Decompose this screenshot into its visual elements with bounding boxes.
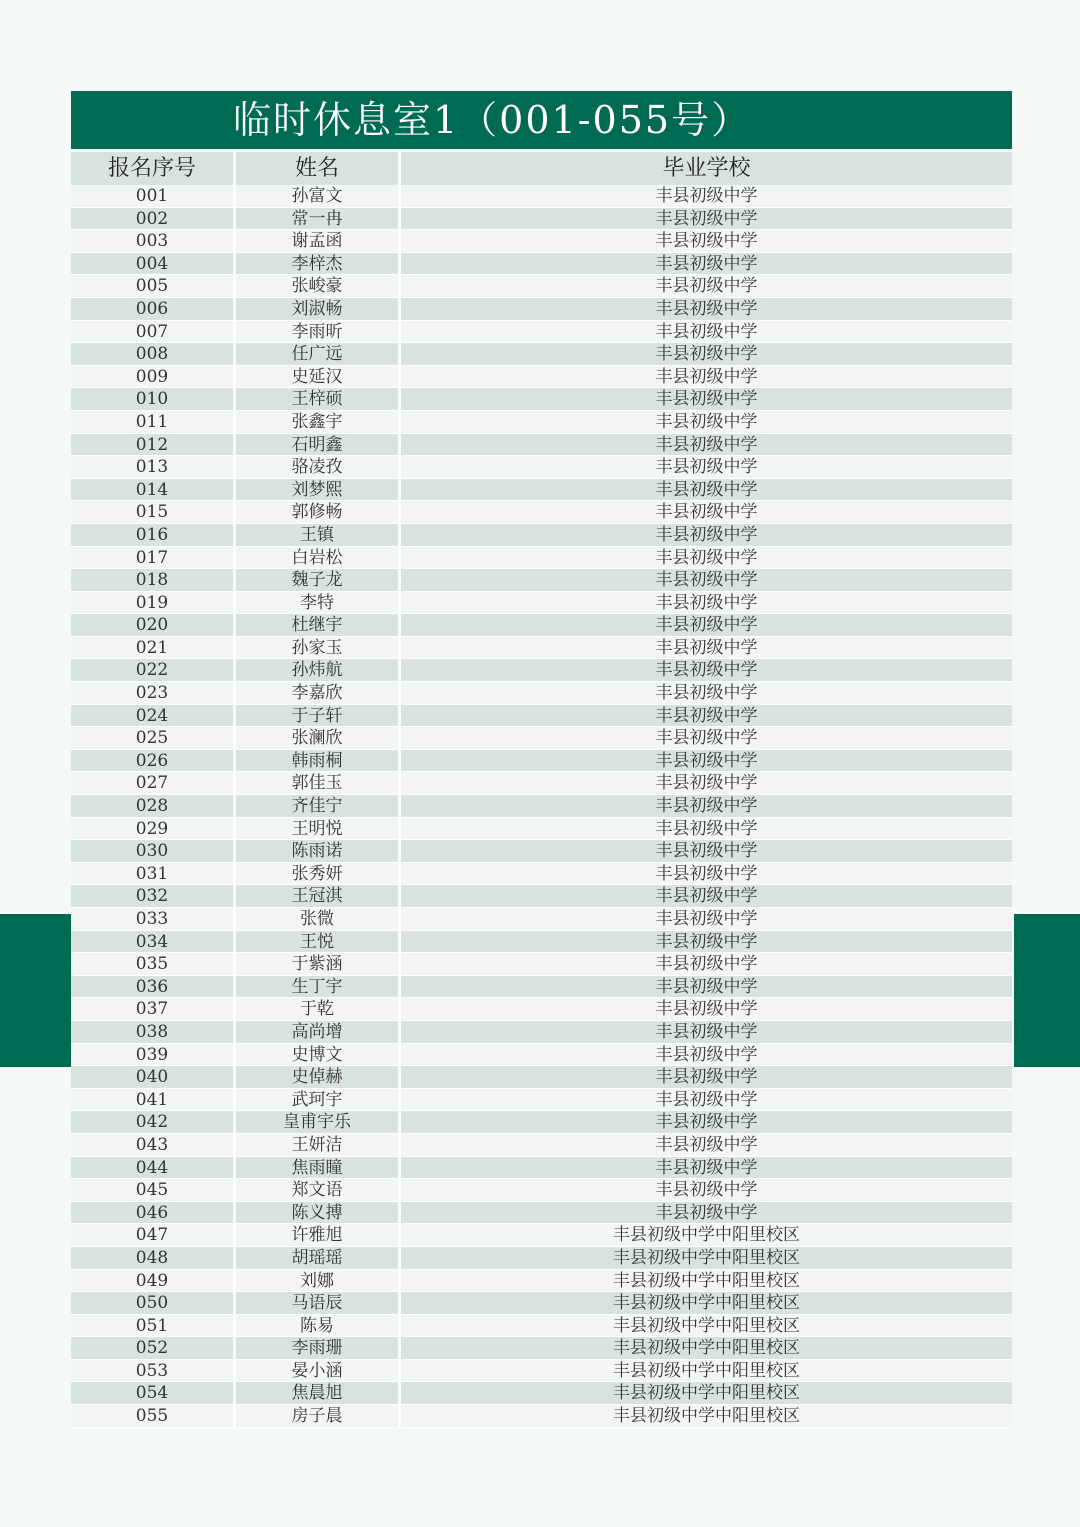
cell-name: 于子轩 xyxy=(236,705,401,727)
cell-name: 史博文 xyxy=(236,1044,401,1066)
table-row xyxy=(71,298,1012,321)
cell-name: 孙炜航 xyxy=(236,659,401,681)
cell-registration-number: 002 xyxy=(71,208,236,230)
table-row xyxy=(71,1044,1012,1067)
table-row xyxy=(71,1360,1012,1383)
cell-name: 王妍洁 xyxy=(236,1134,401,1156)
cell-name: 陈易 xyxy=(236,1315,401,1337)
cell-name: 刘娜 xyxy=(236,1270,401,1292)
cell-name: 李嘉欣 xyxy=(236,682,401,704)
cell-name: 孙富文 xyxy=(236,185,401,207)
table-row xyxy=(71,614,1012,637)
cell-registration-number: 044 xyxy=(71,1157,236,1179)
cell-school: 丰县初级中学 xyxy=(655,999,758,1020)
cell-school: 丰县初级中学 xyxy=(655,683,758,704)
cell-school: 丰县初级中学 xyxy=(655,818,758,839)
table-row xyxy=(71,1292,1012,1315)
cell-name: 郭佳玉 xyxy=(236,772,401,794)
cell-name: 于乾 xyxy=(236,998,401,1020)
cell-registration-number: 009 xyxy=(71,366,236,388)
cell-school: 丰县初级中学 xyxy=(655,1021,758,1042)
cell-registration-number: 025 xyxy=(71,727,236,749)
cell-school: 丰县初级中学 xyxy=(655,615,758,636)
cell-name: 白岩松 xyxy=(236,547,401,569)
cell-school: 丰县初级中学中阳里校区 xyxy=(613,1383,800,1404)
cell-registration-number: 028 xyxy=(71,795,236,817)
cell-school: 丰县初级中学中阳里校区 xyxy=(613,1247,800,1268)
cell-name: 张峻豪 xyxy=(236,275,401,297)
table-row xyxy=(71,908,1012,931)
cell-name: 王冠淇 xyxy=(236,885,401,907)
table-row xyxy=(71,1202,1012,1225)
table-row xyxy=(71,275,1012,298)
cell-name: 齐佳宁 xyxy=(236,795,401,817)
cell-school: 丰县初级中学 xyxy=(655,366,758,387)
cell-registration-number: 038 xyxy=(71,1021,236,1043)
cell-school: 丰县初级中学 xyxy=(655,1202,758,1223)
title-bar xyxy=(71,91,1012,149)
cell-school: 丰县初级中学中阳里校区 xyxy=(613,1360,800,1381)
cell-registration-number: 042 xyxy=(71,1111,236,1133)
table-row xyxy=(71,637,1012,660)
cell-registration-number: 048 xyxy=(71,1247,236,1269)
cell-registration-number: 010 xyxy=(71,388,236,410)
cell-name: 李梓杰 xyxy=(236,253,401,275)
cell-school: 丰县初级中学 xyxy=(655,1089,758,1110)
cell-name: 于紫涵 xyxy=(236,953,401,975)
cell-registration-number: 027 xyxy=(71,772,236,794)
cell-name: 郑文语 xyxy=(236,1179,401,1201)
table-row xyxy=(71,569,1012,592)
cell-registration-number: 029 xyxy=(71,818,236,840)
cell-school: 丰县初级中学 xyxy=(655,728,758,749)
cell-registration-number: 020 xyxy=(71,614,236,636)
header-name: 姓名 xyxy=(236,152,401,185)
cell-registration-number: 018 xyxy=(71,569,236,591)
cell-registration-number: 001 xyxy=(71,185,236,207)
cell-registration-number: 039 xyxy=(71,1044,236,1066)
cell-registration-number: 031 xyxy=(71,863,236,885)
cell-registration-number: 003 xyxy=(71,230,236,252)
table-row xyxy=(71,524,1012,547)
table-row xyxy=(71,1382,1012,1405)
table-row xyxy=(71,1270,1012,1293)
cell-registration-number: 053 xyxy=(71,1360,236,1382)
cell-registration-number: 015 xyxy=(71,501,236,523)
table-row xyxy=(71,931,1012,954)
cell-school: 丰县初级中学 xyxy=(655,321,758,342)
cell-school: 丰县初级中学 xyxy=(655,1112,758,1133)
cell-name: 刘梦熙 xyxy=(236,479,401,501)
table-row xyxy=(71,998,1012,1021)
cell-school: 丰县初级中学 xyxy=(655,909,758,929)
table-row xyxy=(71,366,1012,389)
table-row xyxy=(71,1315,1012,1338)
cell-name: 焦晨旭 xyxy=(236,1382,401,1404)
cell-name: 焦雨瞳 xyxy=(236,1157,401,1179)
cell-registration-number: 055 xyxy=(71,1405,236,1427)
cell-school: 丰县初级中学 xyxy=(655,841,758,862)
cell-name: 许雅旭 xyxy=(236,1224,401,1246)
table-row xyxy=(71,1337,1012,1360)
table-row xyxy=(71,1179,1012,1202)
table-row xyxy=(71,208,1012,231)
table-row xyxy=(71,501,1012,524)
cell-school: 丰县初级中学中阳里校区 xyxy=(613,1406,800,1427)
cell-registration-number: 037 xyxy=(71,998,236,1020)
table-header xyxy=(71,152,1012,185)
cell-school: 丰县初级中学 xyxy=(655,660,758,681)
table-row xyxy=(71,434,1012,457)
table-row xyxy=(71,479,1012,502)
table-row xyxy=(71,1224,1012,1247)
cell-name: 皇甫宇乐 xyxy=(236,1111,401,1133)
cell-school: 丰县初级中学 xyxy=(655,1180,758,1201)
table-row xyxy=(71,253,1012,276)
cell-registration-number: 052 xyxy=(71,1337,236,1359)
cell-name: 李雨珊 xyxy=(236,1337,401,1359)
table-row xyxy=(71,863,1012,886)
cell-registration-number: 043 xyxy=(71,1134,236,1156)
cell-name: 孙家玉 xyxy=(236,637,401,659)
cell-registration-number: 046 xyxy=(71,1202,236,1224)
cell-school: 丰县初级中学 xyxy=(655,344,758,365)
header-registration-number: 报名序号 xyxy=(71,152,236,185)
table-row xyxy=(71,1111,1012,1134)
cell-name: 陈义搏 xyxy=(236,1202,401,1224)
table-row xyxy=(71,840,1012,863)
cell-school: 丰县初级中学 xyxy=(655,479,758,500)
cell-school: 丰县初级中学中阳里校区 xyxy=(613,1225,800,1246)
cell-name: 张秀妍 xyxy=(236,863,401,885)
cell-registration-number: 050 xyxy=(71,1292,236,1314)
table-row xyxy=(71,795,1012,818)
cell-school: 丰县初级中学 xyxy=(655,954,758,975)
cell-school: 丰县初级中学中阳里校区 xyxy=(613,1293,800,1314)
cell-school: 丰县初级中学 xyxy=(655,231,758,252)
cell-registration-number: 036 xyxy=(71,976,236,998)
cell-name: 胡瑶瑶 xyxy=(236,1247,401,1269)
cell-registration-number: 022 xyxy=(71,659,236,681)
table-row xyxy=(71,230,1012,253)
cell-registration-number: 019 xyxy=(71,592,236,614)
cell-registration-number: 011 xyxy=(71,411,236,433)
cell-school: 丰县初级中学 xyxy=(655,773,758,794)
cell-school: 丰县初级中学 xyxy=(655,931,758,952)
table-body xyxy=(71,185,1012,1428)
cell-registration-number: 023 xyxy=(71,682,236,704)
cell-name: 陈雨诺 xyxy=(236,840,401,862)
table-row xyxy=(71,388,1012,411)
cell-name: 王悦 xyxy=(236,931,401,953)
cell-school: 丰县初级中学 xyxy=(655,457,758,478)
cell-name: 石明鑫 xyxy=(236,434,401,456)
table-row xyxy=(71,547,1012,570)
cell-name: 张鑫宇 xyxy=(236,411,401,433)
cell-name: 马语辰 xyxy=(236,1292,401,1314)
cell-registration-number: 005 xyxy=(71,275,236,297)
cell-school: 丰县初级中学 xyxy=(655,637,758,658)
cell-registration-number: 051 xyxy=(71,1315,236,1337)
cell-school: 丰县初级中学 xyxy=(655,208,758,229)
cell-school: 丰县初级中学 xyxy=(655,863,758,884)
cell-name: 李雨昕 xyxy=(236,321,401,343)
cell-registration-number: 040 xyxy=(71,1066,236,1088)
cell-school: 丰县初级中学 xyxy=(655,434,758,455)
cell-registration-number: 008 xyxy=(71,343,236,365)
cell-name: 韩雨桐 xyxy=(236,750,401,772)
cell-school: 丰县初级中学 xyxy=(655,592,758,613)
table-row xyxy=(71,1021,1012,1044)
cell-registration-number: 004 xyxy=(71,253,236,275)
header-school: 毕业学校 xyxy=(662,156,751,181)
table-row xyxy=(71,592,1012,615)
cell-school: 丰县初级中学 xyxy=(655,976,758,997)
table-row xyxy=(71,1405,1012,1428)
table-row xyxy=(71,727,1012,750)
cell-registration-number: 041 xyxy=(71,1089,236,1111)
table-row xyxy=(71,976,1012,999)
table-row xyxy=(71,682,1012,705)
cell-name: 张微 xyxy=(236,908,401,930)
cell-school: 丰县初级中学 xyxy=(655,1044,758,1065)
cell-registration-number: 024 xyxy=(71,705,236,727)
cell-registration-number: 049 xyxy=(71,1270,236,1292)
cell-school: 丰县初级中学 xyxy=(655,705,758,726)
cell-school: 丰县初级中学 xyxy=(655,276,758,297)
cell-name: 王明悦 xyxy=(236,818,401,840)
table-row xyxy=(71,772,1012,795)
cell-registration-number: 021 xyxy=(71,637,236,659)
cell-school: 丰县初级中学 xyxy=(655,186,758,206)
left-decor-block xyxy=(0,914,71,1067)
cell-school: 丰县初级中学 xyxy=(655,570,758,591)
cell-name: 王镇 xyxy=(236,524,401,546)
cell-name: 房子晨 xyxy=(236,1405,401,1427)
cell-school: 丰县初级中学 xyxy=(655,1067,758,1088)
cell-name: 任广远 xyxy=(236,343,401,365)
table-row xyxy=(71,750,1012,773)
cell-registration-number: 030 xyxy=(71,840,236,862)
cell-name: 魏子龙 xyxy=(236,569,401,591)
table-row xyxy=(71,1089,1012,1112)
cell-registration-number: 035 xyxy=(71,953,236,975)
cell-name: 史倬赫 xyxy=(236,1066,401,1088)
table-row xyxy=(71,885,1012,908)
cell-registration-number: 045 xyxy=(71,1179,236,1201)
page-title: 临时休息室1（001-055号） xyxy=(233,98,752,142)
table-row xyxy=(71,185,1012,208)
cell-registration-number: 047 xyxy=(71,1224,236,1246)
cell-registration-number: 054 xyxy=(71,1382,236,1404)
cell-school: 丰县初级中学中阳里校区 xyxy=(613,1315,800,1336)
cell-name: 郭修畅 xyxy=(236,501,401,523)
cell-school: 丰县初级中学中阳里校区 xyxy=(613,1270,800,1291)
roster-sheet xyxy=(71,91,1012,1428)
table-row xyxy=(71,1066,1012,1089)
cell-registration-number: 032 xyxy=(71,885,236,907)
cell-name: 刘淑畅 xyxy=(236,298,401,320)
table-row xyxy=(71,1134,1012,1157)
cell-school: 丰县初级中学 xyxy=(655,1157,758,1178)
cell-registration-number: 026 xyxy=(71,750,236,772)
right-decor-block xyxy=(1014,914,1080,1067)
table-row xyxy=(71,1157,1012,1180)
cell-registration-number: 012 xyxy=(71,434,236,456)
table-row xyxy=(71,705,1012,728)
table-row xyxy=(71,818,1012,841)
cell-school: 丰县初级中学 xyxy=(655,796,758,817)
cell-school: 丰县初级中学 xyxy=(655,1134,758,1155)
cell-name: 李特 xyxy=(236,592,401,614)
cell-registration-number: 033 xyxy=(71,908,236,930)
cell-name: 杜继宇 xyxy=(236,614,401,636)
cell-name: 生丁宇 xyxy=(236,976,401,998)
table-row xyxy=(71,411,1012,434)
cell-school: 丰县初级中学 xyxy=(655,298,758,319)
cell-registration-number: 014 xyxy=(71,479,236,501)
table-row xyxy=(71,343,1012,366)
cell-name: 谢孟函 xyxy=(236,230,401,252)
cell-school: 丰县初级中学 xyxy=(655,389,758,410)
cell-registration-number: 006 xyxy=(71,298,236,320)
cell-school: 丰县初级中学 xyxy=(655,253,758,274)
cell-school: 丰县初级中学 xyxy=(655,886,758,907)
cell-name: 常一冉 xyxy=(236,208,401,230)
table-row xyxy=(71,456,1012,479)
cell-school: 丰县初级中学 xyxy=(655,411,758,432)
cell-name: 高尚增 xyxy=(236,1021,401,1043)
cell-school: 丰县初级中学 xyxy=(655,547,758,568)
cell-name: 张澜欣 xyxy=(236,727,401,749)
cell-name: 史延汉 xyxy=(236,366,401,388)
cell-school: 丰县初级中学 xyxy=(655,502,758,523)
cell-name: 王梓硕 xyxy=(236,388,401,410)
cell-school: 丰县初级中学 xyxy=(655,750,758,771)
table-row xyxy=(71,1247,1012,1270)
cell-name: 晏小涵 xyxy=(236,1360,401,1382)
table-row xyxy=(71,953,1012,976)
cell-name: 骆凌孜 xyxy=(236,456,401,478)
cell-school: 丰县初级中学中阳里校区 xyxy=(613,1338,800,1359)
cell-registration-number: 016 xyxy=(71,524,236,546)
table-row xyxy=(71,321,1012,344)
table-row xyxy=(71,659,1012,682)
cell-registration-number: 007 xyxy=(71,321,236,343)
cell-registration-number: 013 xyxy=(71,456,236,478)
cell-registration-number: 017 xyxy=(71,547,236,569)
cell-school: 丰县初级中学 xyxy=(655,524,758,545)
cell-name: 武珂宇 xyxy=(236,1089,401,1111)
cell-registration-number: 034 xyxy=(71,931,236,953)
